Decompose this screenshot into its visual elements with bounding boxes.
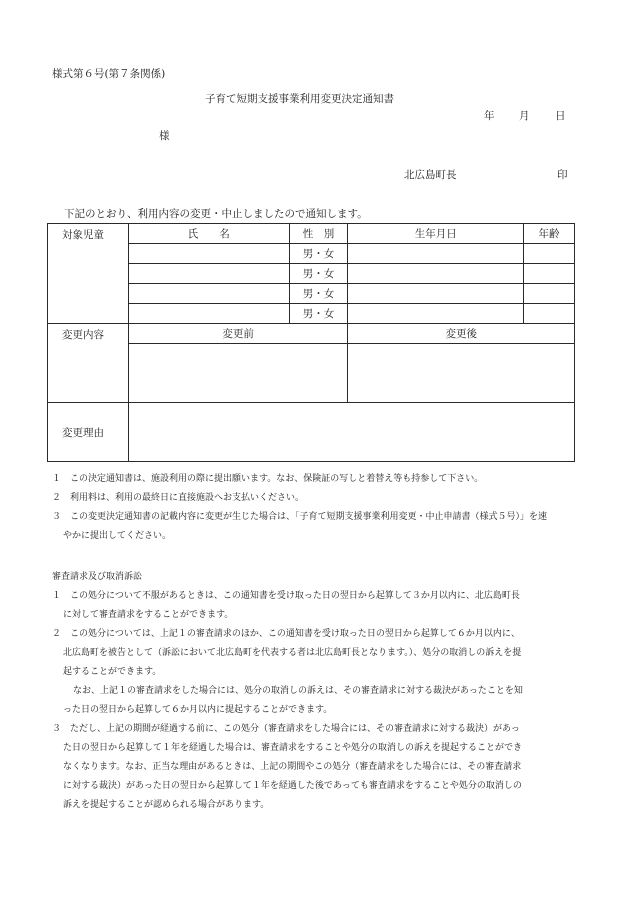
before-change-header: 変更前 [128, 324, 348, 344]
date-day: 日 [555, 110, 566, 122]
appeal-line: に対する裁決）があった日の翌日から起算して１年を経過した後であっても審査請求をすることや処分の取消しの [63, 781, 522, 791]
form-number: 様式第６号(第７条関係) [52, 68, 166, 80]
birth-cell[interactable] [348, 264, 524, 284]
seal-mark: 印 [557, 169, 568, 181]
appeal-line: に対して審査請求をすることができます。 [63, 610, 234, 620]
issuer-name: 北広島町長 [404, 169, 457, 181]
name-cell[interactable] [128, 304, 289, 324]
appeal-line: 北広島町を被告として（訴訟において北広島町を代表する者は北広島町長となります。）、処分の取消しの訴えを提 [63, 648, 522, 658]
document-title: 子育て短期支援事業利用変更決定通知書 [205, 93, 394, 105]
appeal-line: なお、上記１の審査請求をした場合には、処分の取消しの訴えは、その審査請求に対する裁決があったことを知 [73, 686, 523, 696]
appeal-line: ３ ただし、上記の期間が経過する前に、この処分（審査請求をした場合には、その審査請求に対する裁決）があっ [52, 724, 520, 734]
change-reason-cell[interactable] [128, 403, 574, 462]
change-reason-label: 変更理由 [48, 403, 129, 462]
appeal-line: 訴えを提起することが認められる場合があります。 [63, 800, 270, 810]
date-month: 月 [519, 110, 530, 122]
date-year: 年 [484, 110, 495, 122]
col-birth-header: 生年月日 [348, 224, 524, 244]
col-name-header: 氏 名 [128, 224, 289, 244]
reason-row [48, 403, 575, 462]
notes-section [52, 470, 582, 546]
appeal-heading: 審査請求及び取消訴訟 [52, 572, 143, 582]
intro-text: 下記のとおり、利用内容の変更・中止しましたので通知します。 [64, 208, 368, 220]
after-change-header: 変更後 [348, 324, 575, 344]
birth-cell[interactable] [348, 244, 524, 264]
appeal-line: ２ この処分については、上記１の審査請求のほか、この通知書を受け取った日の翌日から起算して６か月以内に、 [52, 629, 520, 639]
sex-option: 男・女 [289, 264, 348, 284]
appeal-line: た日の翌日から起算して１年を経過した場合は、審査請求をすることや処分の取消しの訴えを提起することができ [63, 743, 523, 753]
target-child-label: 対象児童 [48, 224, 129, 324]
table-header-row [48, 224, 575, 244]
appeal-line: なくなります。なお、正当な理由があるときは、上記の期間やこの処分（審査請求をした場合には、その審査請求 [63, 762, 522, 772]
change-form-table [47, 223, 575, 462]
col-age-header: 年齢 [524, 224, 575, 244]
birth-cell[interactable] [348, 284, 524, 304]
note-item: ３ この変更決定通知書の記載内容に変更が生じた場合は、「子育て短期支援事業利用変更・中止申請書（様式５号）」を速 [52, 512, 548, 522]
col-sex-header: 性 別 [289, 224, 348, 244]
note-item: やかに提出してください。 [63, 531, 172, 541]
note-item: ２ 利用料は、利用の最終日に直接施設へお支払いください。 [52, 493, 305, 503]
sex-option: 男・女 [289, 244, 348, 264]
sex-option: 男・女 [289, 304, 348, 324]
name-cell[interactable] [128, 264, 289, 284]
note-item: １ この決定通知書は、施設利用の際に提出願います。なお、保険証の写しと着替え等も持参して下さい。 [52, 474, 484, 484]
before-change-cell[interactable] [128, 344, 348, 403]
appeal-line: った日の翌日から起算して６か月以内に提起することができます。 [63, 705, 333, 715]
age-cell[interactable] [524, 284, 575, 304]
addressee-suffix: 様 [159, 130, 170, 142]
appeal-line: １ この処分について不服があるときは、この通知書を受け取った日の翌日から起算して３か月以内に、北広島町長 [52, 591, 520, 601]
change-header-row [48, 324, 575, 344]
age-cell[interactable] [524, 304, 575, 324]
name-cell[interactable] [128, 244, 289, 264]
sex-option: 男・女 [289, 284, 348, 304]
after-change-cell[interactable] [348, 344, 575, 403]
birth-cell[interactable] [348, 304, 524, 324]
age-cell[interactable] [524, 264, 575, 284]
change-content-label: 変更内容 [48, 324, 129, 403]
appeal-line: 起することができます。 [63, 667, 162, 677]
name-cell[interactable] [128, 284, 289, 304]
appeal-section [52, 568, 582, 815]
age-cell[interactable] [524, 244, 575, 264]
